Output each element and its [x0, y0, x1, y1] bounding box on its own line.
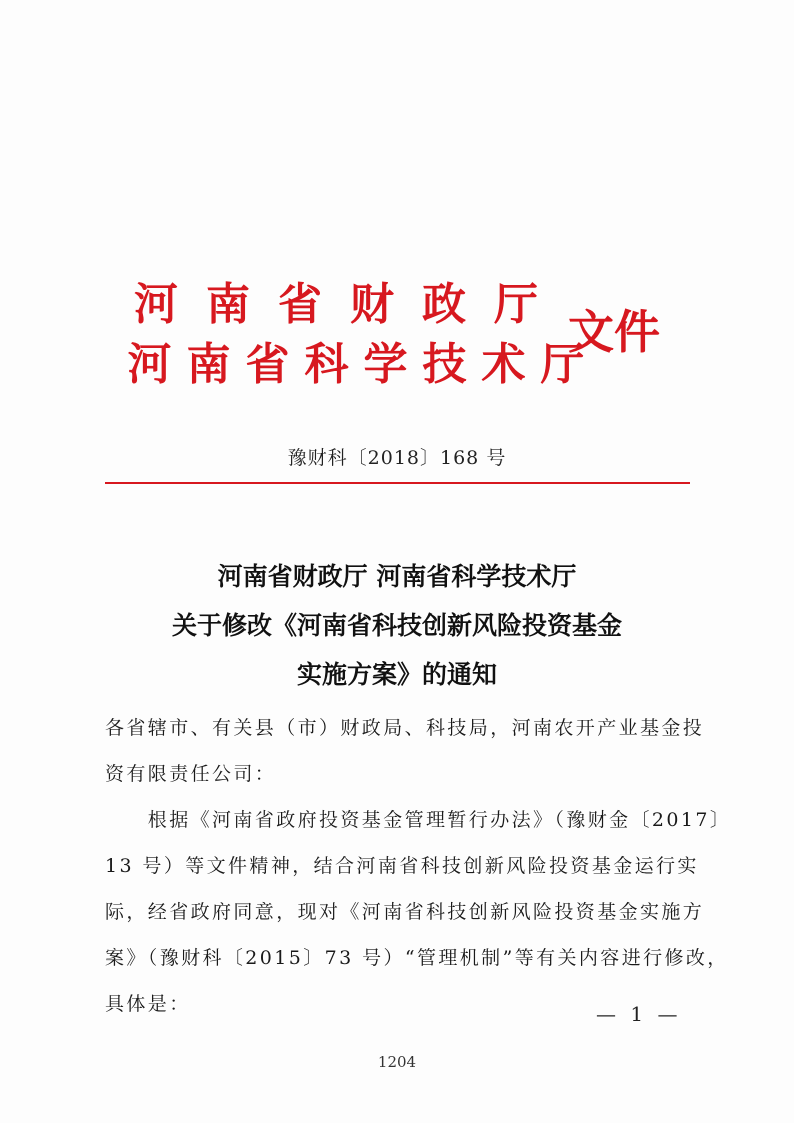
- header-char: 学: [363, 339, 408, 390]
- title-line-3: 实施方案》的通知: [296, 660, 497, 689]
- red-divider-line: [105, 482, 690, 484]
- header-char: 河: [127, 339, 172, 390]
- header-char: 技: [422, 339, 467, 390]
- header-char: 厅: [540, 339, 585, 390]
- body-line: 资有限责任公司：: [105, 763, 277, 785]
- header-char: 南: [186, 339, 231, 390]
- header-char: 省: [278, 279, 322, 330]
- header-char: 财: [350, 279, 394, 330]
- header-issuer-science-dept: [120, 328, 592, 392]
- title-line-1: 河南省财政厅 河南省科学技术厅: [217, 562, 577, 591]
- header-issuer-finance-dept: [120, 268, 552, 332]
- body-line: 际，经省政府同意，现对《河南省科技创新风险投资基金实施方: [105, 901, 705, 923]
- body-line: 案》（豫财科〔2015〕73 号）“管理机制”等有关内容进行修改，: [105, 947, 729, 969]
- body-line: 13 号）等文件精神，结合河南省科技创新风险投资基金运行实: [105, 855, 699, 877]
- header-char: 河: [134, 279, 178, 330]
- title-line-2: 关于修改《河南省科技创新风险投资基金: [171, 611, 622, 640]
- header-char: 术: [481, 339, 526, 390]
- page-number: — 1 —: [596, 1002, 682, 1026]
- header-char: 南: [206, 279, 250, 330]
- body-line: 具体是：: [105, 993, 191, 1015]
- header-char: 省: [245, 339, 290, 390]
- header-char: 政: [422, 279, 466, 330]
- body-line: 根据《河南省政府投资基金管理暂行办法》（豫财金〔2017〕: [105, 809, 732, 831]
- header-char: 科: [304, 339, 349, 390]
- header-char: 厅: [494, 279, 538, 330]
- document-number: 豫财科〔2018〕168 号: [287, 447, 507, 469]
- header-document-suffix: 文件: [568, 305, 660, 359]
- body-line: 各省辖市、有关县（市）财政局、科技局，河南农开产业基金投: [105, 717, 705, 739]
- footer-number: 1204: [377, 1053, 417, 1071]
